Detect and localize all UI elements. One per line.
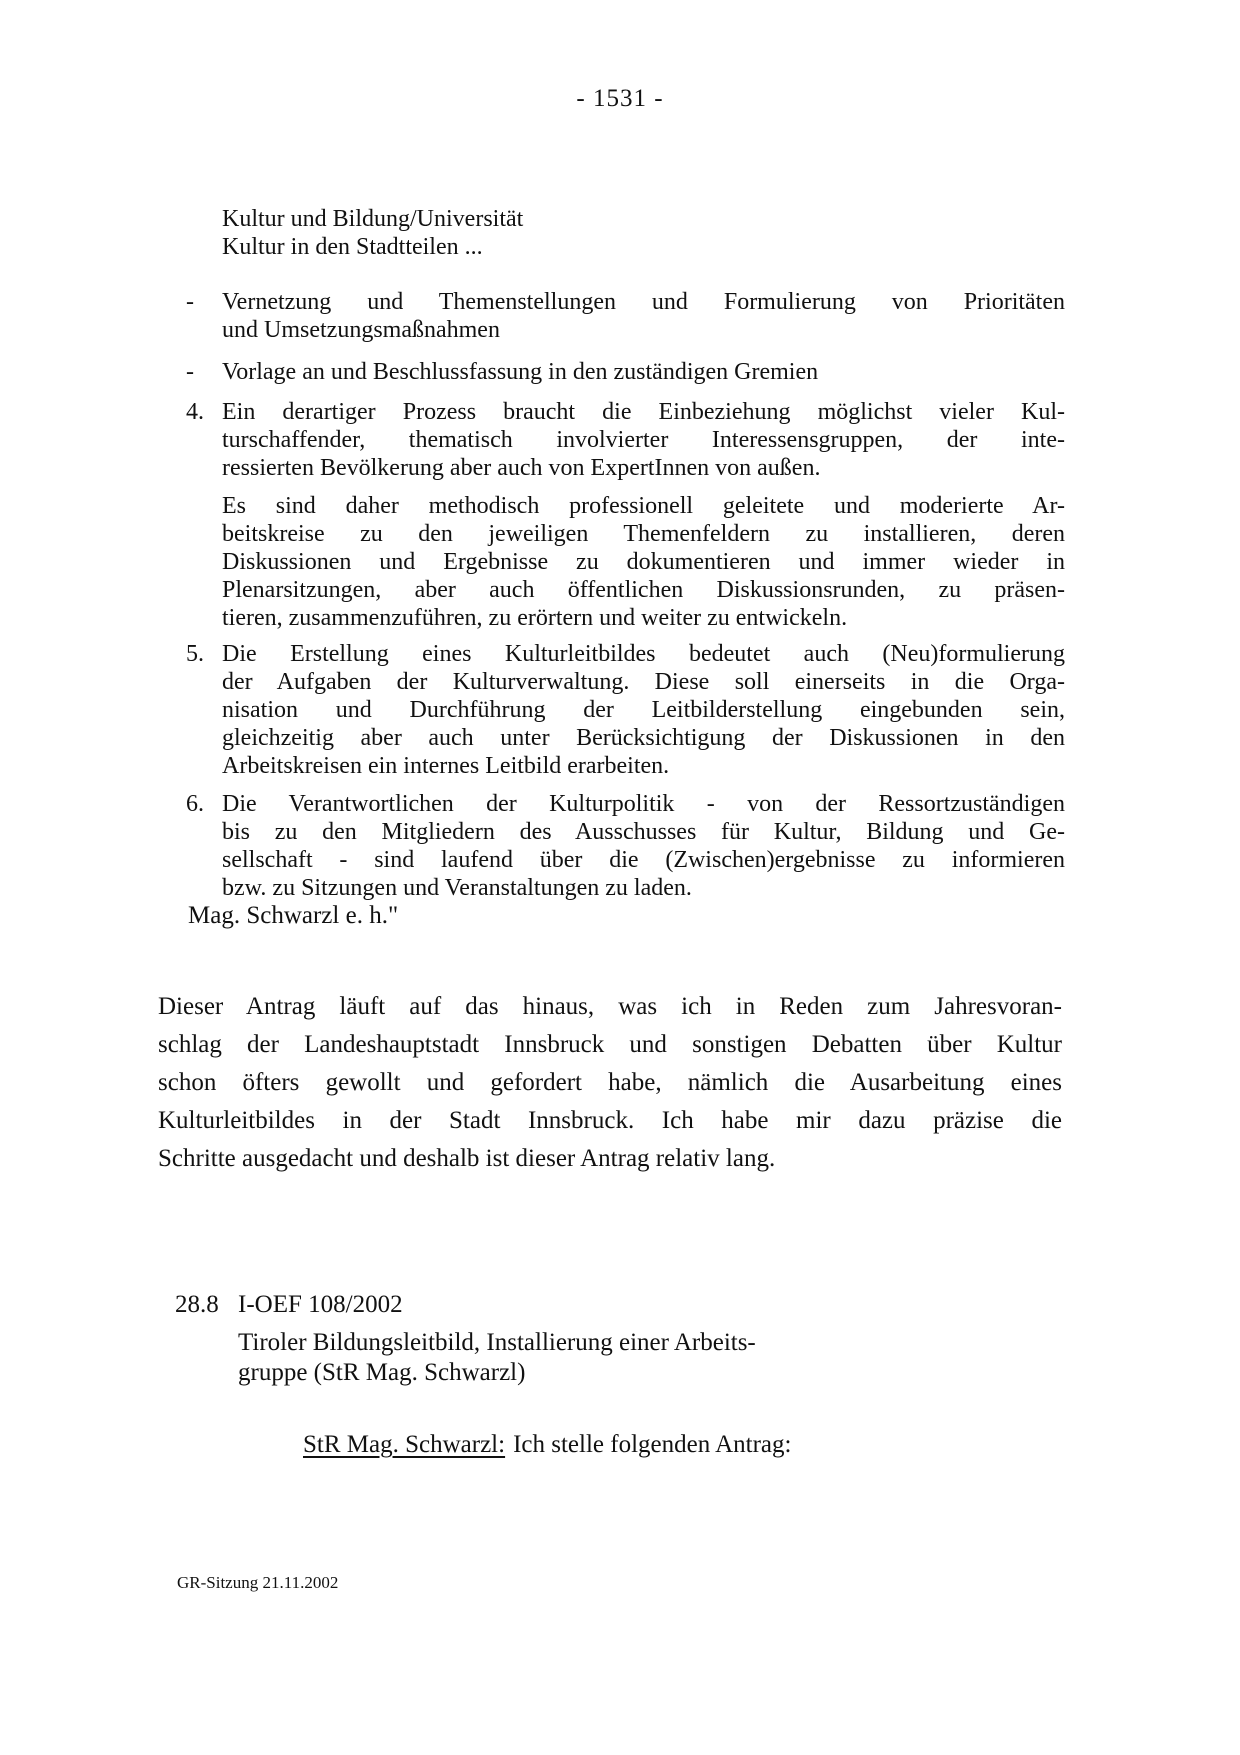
title-line: Tiroler Bildungsleitbild, Installierung einer Arbeits- <box>238 1329 756 1356</box>
text-line: schlag der Landeshauptstadt Innsbruck und sonstigen Debatten über Kultur <box>158 1031 1062 1058</box>
dash-item-marker: - <box>186 289 194 315</box>
text-line: Vorlage an und Beschlussfassung in den zuständigen Gremien <box>222 359 819 385</box>
dash-item <box>186 288 1065 344</box>
text-line: Die Erstellung eines Kulturleitbildes bedeutet auch (Neu)formulierung <box>222 641 1065 667</box>
text-line: Dieser Antrag läuft auf das hinaus, was ich in Reden zum Jahresvoran- <box>158 993 1062 1020</box>
text-line: ressierten Bevölkerung aber auch von ExpertInnen von außen. <box>222 455 821 481</box>
speaker-text: Ich stelle folgenden Antrag: <box>513 1431 792 1458</box>
text-line: Arbeitskreisen ein internes Leitbild erarbeiten. <box>222 753 670 779</box>
numbered-item-marker: 6. <box>186 791 204 817</box>
text-line: Schritte ausgedacht und deshalb ist dieser Antrag relativ lang. <box>158 1145 776 1172</box>
agenda-item-reference: I-OEF 108/2002 <box>238 1291 403 1318</box>
text-line: bis zu den Mitgliedern des Ausschusses für Kultur, Bildung und Ge- <box>222 819 1065 845</box>
speaker-statement <box>303 1430 791 1460</box>
quote-intro-line: Kultur und Bildung/Universität <box>222 206 524 232</box>
paragraph <box>222 492 1065 632</box>
text-line: gleichzeitig aber auch unter Berücksichtigung der Diskussionen in den <box>222 725 1065 751</box>
text-line: sellschaft - sind laufend über die (Zwischen)ergebnisse zu informieren <box>222 847 1065 873</box>
numbered-item-4 <box>186 398 1065 632</box>
numbered-item-5 <box>186 640 1065 780</box>
dash-item-text <box>222 358 1065 386</box>
text-line: Vernetzung und Themenstellungen und Formulierung von Prioritäten <box>222 289 1065 315</box>
agenda-item-number: 28.8 <box>175 1291 219 1318</box>
text-line: Die Verantwortlichen der Kulturpolitik - von der Ressortzuständigen <box>222 791 1065 817</box>
agenda-item-heading <box>175 1290 403 1319</box>
text-line: tieren, zusammenzuführen, zu erörtern und weiter zu entwickeln. <box>222 605 848 631</box>
numbered-item-marker: 5. <box>186 641 204 667</box>
text-line: turschaffender, thematisch involvierter Interessensgruppen, der inte- <box>222 427 1065 453</box>
quote-intro <box>222 205 1240 261</box>
text-line: Ein derartiger Prozess braucht die Einbeziehung möglichst vieler Kul- <box>222 399 1065 425</box>
text-line: nisation und Durchführung der Leitbilderstellung eingebunden sein, <box>222 697 1065 723</box>
speaker-name: StR Mag. Schwarzl: <box>303 1431 506 1458</box>
text-line: Kulturleitbildes in der Stadt Innsbruck. Ich habe mir dazu präzise die <box>158 1107 1062 1134</box>
numbered-item-6 <box>186 790 1065 902</box>
numbered-item-text <box>222 790 1065 902</box>
text-line: schon öfters gewollt und gefordert habe, nämlich die Ausarbeitung eines <box>158 1069 1062 1096</box>
quote-intro-line: Kultur in den Stadtteilen ... <box>222 234 483 260</box>
text-line: und Umsetzungsmaßnahmen <box>222 317 500 343</box>
numbered-item-text <box>222 398 1065 632</box>
commentary-paragraph <box>158 988 1062 1178</box>
text-line: beitskreise zu den jeweiligen Themenfeldern zu installieren, deren <box>222 521 1065 547</box>
title-line: gruppe (StR Mag. Schwarzl) <box>238 1359 526 1386</box>
signature-line: Mag. Schwarzl e. h." <box>188 902 399 929</box>
paragraph <box>222 398 1065 482</box>
dash-item-marker: - <box>186 359 194 385</box>
text-line: Es sind daher methodisch professionell geleitete und moderierte Ar- <box>222 493 1065 519</box>
dash-item <box>186 358 1065 386</box>
text-line: der Aufgaben der Kulturverwaltung. Diese soll einerseits in die Orga- <box>222 669 1065 695</box>
page-footer: GR-Sitzung 21.11.2002 <box>177 1573 339 1592</box>
page-number: - 1531 - <box>576 85 664 112</box>
text-line: Plenarsitzungen, aber auch öffentlichen Diskussionsrunden, zu präsen- <box>222 577 1065 603</box>
numbered-item-text <box>222 640 1065 780</box>
motion-quote-block <box>0 205 1240 902</box>
dash-item-text <box>222 288 1065 344</box>
numbered-item-marker: 4. <box>186 399 204 425</box>
agenda-item-title <box>238 1328 756 1388</box>
text-line: Diskussionen und Ergebnisse zu dokumentieren und immer wieder in <box>222 549 1065 575</box>
text-line: bzw. zu Sitzungen und Veranstaltungen zu laden. <box>222 875 692 901</box>
